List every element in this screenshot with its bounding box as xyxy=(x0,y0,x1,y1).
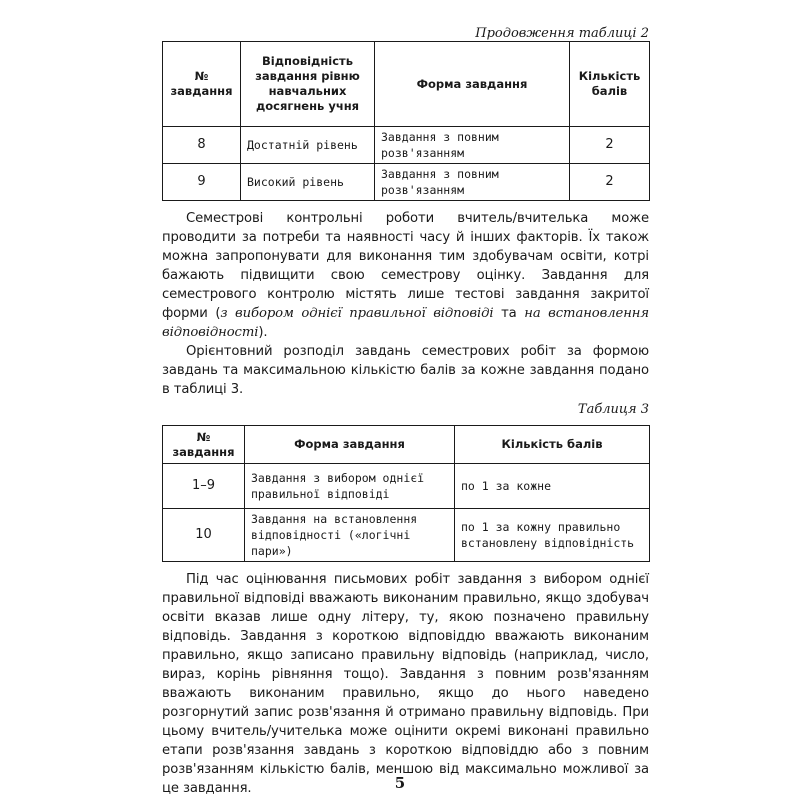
cell-points: 2 xyxy=(570,127,650,164)
cell-task-number: 10 xyxy=(163,509,245,562)
cell-task-number: 8 xyxy=(163,127,241,164)
table-header-row xyxy=(163,42,650,127)
header-form: Форма завдання xyxy=(245,426,455,464)
header-points: Кількість балів xyxy=(455,426,650,464)
paragraph-distribution: Орієнтовний розподіл завдань семестрових робіт за формою завдань та максимальною кількістю балів за кожне завдання подано в таблиці 3. xyxy=(162,344,649,397)
cell-task-number: 9 xyxy=(163,164,241,201)
page-number: 5 xyxy=(394,774,406,792)
paragraph-evaluation: Під час оцінювання письмових робіт завдання з вибором однієї правильної відповіді вважають виконаним правильно, якщо здобувач освіти вказав лише одну літеру, ту, якою позначено правильну відповідь. Завдання з короткою відповіддю вважають виконаним правильно, якщо записано правильну відповідь (наприклад, число, вираз, корінь рівняння тощо). Завдання з повним розв'язанням вважають виконаним правильно, якщо до нього наведено розгорнутий запис розв'язання й отримано правильну відповідь. При цьому вчитель/учителька може оцінити окремі виконані правильно етапи розв'язання завдань з короткою відповіддю або з повним розв'язанням кількістю балів, меншою від максимально можливої за це завдання. xyxy=(162,572,649,796)
cell-points: 2 xyxy=(570,164,650,201)
cell-level: Достатній рівень xyxy=(241,127,375,164)
paragraph-semester-tests xyxy=(162,209,649,342)
table-row xyxy=(163,127,650,164)
table-2 xyxy=(162,41,650,201)
table-row xyxy=(163,509,650,562)
cell-form: Завдання з повним розв'язанням xyxy=(375,127,570,164)
cell-points: по 1 за кожне xyxy=(455,464,650,509)
table2-caption: Продовження таблиці 2 xyxy=(475,26,649,41)
cell-form: Завдання на встановлення відповідності («логічні пари») xyxy=(245,509,455,562)
cell-level: Високий рівень xyxy=(241,164,375,201)
paragraph-text: та xyxy=(493,306,525,321)
table-row xyxy=(163,464,650,509)
header-form: Форма завдання xyxy=(375,42,570,127)
cell-form: Завдання з повним розв'язанням xyxy=(375,164,570,201)
table-3 xyxy=(162,425,650,562)
header-points: Кількість балів xyxy=(570,42,650,127)
table3-caption: Таблиця 3 xyxy=(577,402,649,417)
table-header-row xyxy=(163,426,650,464)
cell-form: Завдання з вибором однієї правильної відповіді xyxy=(245,464,455,509)
italic-term: на встановлення відповідності xyxy=(162,306,650,340)
table-row xyxy=(163,164,650,201)
cell-points: по 1 за кожну правильно встановлену відповідність xyxy=(455,509,650,562)
header-task-number: № завдання xyxy=(163,426,245,464)
italic-term: з вибором однієї правильної відповіді xyxy=(220,306,494,321)
paragraph-text: Семестрові контрольні роботи вчитель/вчителька може проводити за потреби та наявності часу й інших факторів. Їх також можна запропонувати для виконання тим здобувачам освіти, котрі бажають підвищити свою семестрову оцінку. Завдання для семестрового контролю містять лише тестові завдання закритої форми ( xyxy=(162,211,649,321)
header-task-number: № завдання xyxy=(163,42,241,127)
header-level: Відповідність завдання рівню навчальних досягнень учня xyxy=(241,42,375,127)
paragraph-text: ). xyxy=(258,325,268,340)
cell-task-number: 1–9 xyxy=(163,464,245,509)
page-content xyxy=(162,26,649,798)
